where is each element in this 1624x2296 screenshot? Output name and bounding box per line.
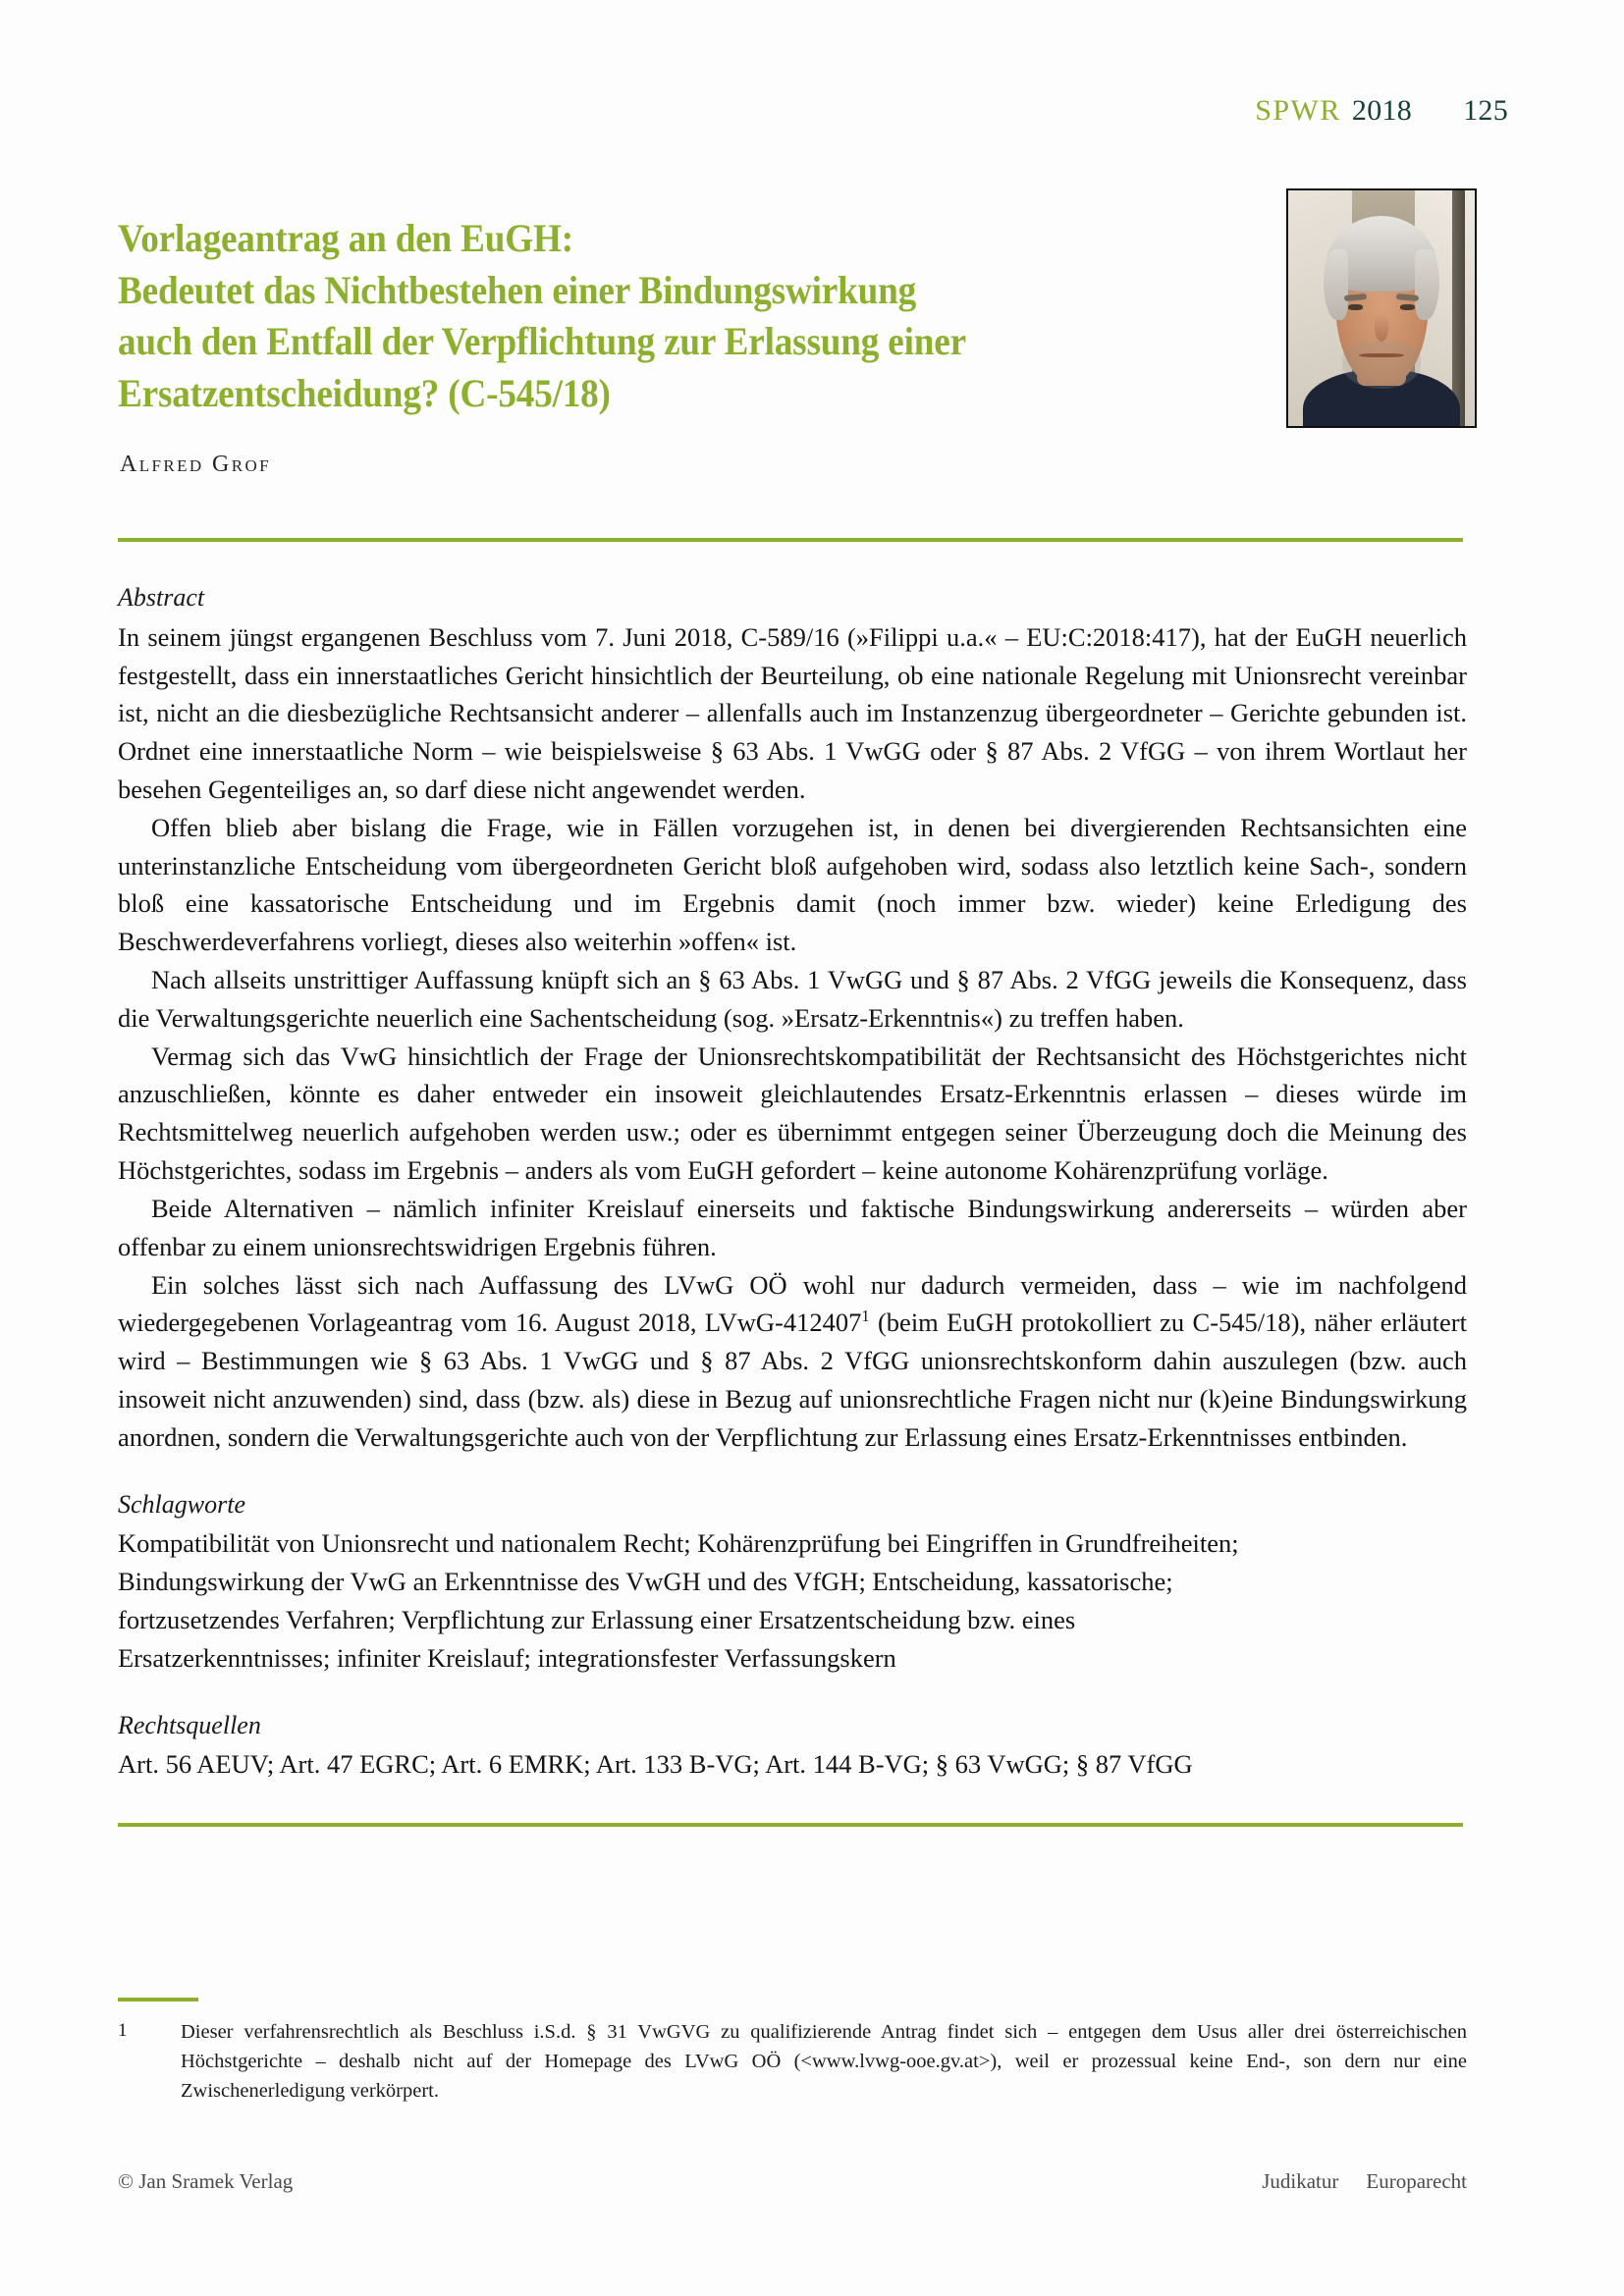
- journal-year: 2018: [1351, 94, 1413, 127]
- footnotes-block: [118, 2017, 1467, 2106]
- footnote-item: [118, 2017, 1467, 2106]
- publisher-copyright: © Jan Sramek Verlag: [118, 2169, 294, 2193]
- running-head: [1255, 94, 1508, 128]
- title-line-2: Bedeutet das Nichtbestehen einer Bindungswirkung: [118, 267, 917, 312]
- page-footer: [118, 2169, 1467, 2194]
- footnote-text: Dieser verfahrensrechtlich als Beschluss i.S.d. § 31 VwGVG zu qualifizierende Antrag findet sich – entgegen dem Usus aller drei österreichischen Höchstgerichte – deshalb nicht auf der Homepage des LVwG OÖ (<www.lvwg-ooe.gv.at>), weil er prozessual keine End-, son dern nur eine Zwischenerledigung verkörpert.: [181, 2021, 1467, 2103]
- footer-subject: Europarecht: [1366, 2169, 1467, 2193]
- photo-eye-right: [1400, 304, 1415, 310]
- keywords-line-2: Bindungswirkung der VwG an Erkenntnisse des VwGH und des VfGH; Entscheidung, kassatorische;: [118, 1567, 1173, 1597]
- abstract-paragraph-4: Vermag sich das VwG hinsichtlich der Frage der Unionsrechtskompatibilität der Rechtsansicht des Höchstgerichtes nicht anzuschließen, könnte es daher entweder ein insoweit gleichlautendes Ersatz-Erkenntnis erlassen – dieses würde im Rechtsmittelweg neuerlich aufgehoben werden usw.; oder es übernimmt entgegen seiner Überzeugung doch die Meinung des Höchstgerichtes, sodass im Ergebnis – anders als vom EuGH gefordert – keine autonome Kohärenzprüfung vorläge.: [118, 1041, 1467, 1186]
- abstract-paragraph-6-part2: (beim EuGH protokolliert zu C-545/18), näher erläutert wird – Bestimmungen wie § 63 Abs. 1 VwGG und § 87 Abs. 2 VfGG unionsrechtskonform dahin auszulegen (bzw. auch insoweit nicht anzuwenden) sind, dass (bzw. als) diese in Bezug auf unionsrechtliche Fragen nicht nur (k)eine Bindungswirkung anordnen, sondern die Verwaltungsgerichte auch von der Verpflichtung zur Erlassung eines Ersatz-Erkenntnisses entbinden.: [118, 1308, 1467, 1452]
- title-line-4: Ersatzentscheidung? (C-545/18): [118, 371, 611, 416]
- abstract-paragraph-6: [118, 1266, 1467, 1457]
- keywords-label: Schlagworte: [118, 1489, 245, 1519]
- photo-stubble: [1342, 342, 1421, 389]
- photo-doorframe: [1452, 190, 1465, 426]
- keywords-line-4: Ersatzerkenntnisses; infiniter Kreislauf; integrationsfester Verfassungskern: [118, 1642, 896, 1673]
- sources-text: Art. 56 AEUV; Art. 47 EGRC; Art. 6 EMRK; Art. 133 B-VG; Art. 144 B-VG; § 63 VwGG; § 87 VfGG: [118, 1749, 1193, 1780]
- portrait-image: [1288, 190, 1475, 426]
- divider-rule-bottom: [118, 1823, 1463, 1827]
- author-portrait-photo: [1286, 188, 1477, 428]
- keywords-line-1: Kompatibilität von Unionsrecht und nationalem Recht; Kohärenzprüfung bei Eingriffen in Grundfreiheiten;: [118, 1528, 1239, 1559]
- title-line-1: Vorlageantrag an den EuGH:: [118, 215, 573, 260]
- footer-category-group: [1262, 2169, 1467, 2194]
- section-gap-keywords: [118, 1457, 1467, 1486]
- abstract-paragraph-2: Offen blieb aber bislang die Frage, wie in Fällen vorzugehen ist, in denen bei divergierenden Rechtsansichten eine unterinstanzliche Entscheidung vom übergeordneten Gericht bloß aufgehoben wird, sodass also letztlich keine Sach-, sondern bloß eine kassatorische Entscheidung und im Ergebnis damit (noch immer bzw. wieder) keine Erledigung des Beschwerdeverfahrens vorliegt, dieses also weiterhin »offen« ist.: [118, 812, 1467, 957]
- author-name: Alfred Grof: [120, 452, 271, 477]
- section-gap-sources: [118, 1678, 1467, 1707]
- abstract-label: Abstract: [118, 583, 205, 612]
- footer-category: Judikatur: [1262, 2169, 1339, 2193]
- photo-hair-left: [1324, 249, 1348, 320]
- title-line-3: auch den Entfall der Verpflichtung zur Erlassung einer: [118, 319, 966, 364]
- page-title: [118, 213, 1159, 420]
- footnote-separator-rule: [118, 1998, 198, 2002]
- divider-rule-top: [118, 538, 1463, 542]
- footnote-number: 1: [118, 2020, 128, 2041]
- photo-eye-left: [1348, 304, 1363, 310]
- page-number: 125: [1463, 94, 1508, 127]
- journal-abbreviation: SPWR: [1255, 94, 1341, 127]
- abstract-paragraph-1: In seinem jüngst ergangenen Beschluss vom 7. Juni 2018, C-589/16 (»Filippi u.a.« – EU:C:2018:417), hat der EuGH neuerlich festgestellt, dass ein innerstaatliches Gericht hinsichtlich der Beurteilung, ob eine nationale Regelung mit Unionsrecht vereinbar ist, nicht an die diesbezügliche Rechtsansicht anderer – allenfalls auch im Instanzenzug übergeordneter – Gerichte gebunden ist. Ordnet eine innerstaatliche Norm – wie beispielsweise § 63 Abs. 1 VwGG oder § 87 Abs. 2 VfGG – von ihrem Wortlaut her besehen Gegenteiliges an, so darf diese nicht angewendet werden.: [118, 621, 1467, 804]
- abstract-paragraph-6-part1: Ein solches lässt sich nach Auffassung des LVwG OÖ wohl nur dadurch vermeiden, dass – wie im nachfolgend wiedergegebenen Vorlageantrag vom 16. August 2018, LVwG-412407: [118, 1269, 1467, 1338]
- abstract-paragraph-3: Nach allseits unstrittiger Auffassung knüpft sich an § 63 Abs. 1 VwGG und § 87 Abs. 2 VfGG jeweils die Konsequenz, dass die Verwaltungsgerichte neuerlich eine Sachentscheidung (sog. »Ersatz-Erkenntnis«) zu treffen haben.: [118, 965, 1467, 1033]
- article-front-matter: [118, 579, 1467, 1784]
- abstract-paragraph-5: Beide Alternativen – nämlich infiniter Kreislauf einerseits und faktische Bindungswirkung andererseits – würden aber offenbar zu einem unionsrechtswidrigen Ergebnis führen.: [118, 1193, 1467, 1261]
- sources-label: Rechtsquellen: [118, 1710, 261, 1739]
- footnote-reference-1[interactable]: 1: [861, 1307, 870, 1326]
- keywords-line-3: fortzusetzendes Verfahren; Verpflichtung zur Erlassung einer Ersatzentscheidung bzw. eines: [118, 1604, 1076, 1634]
- photo-nose: [1375, 313, 1387, 342]
